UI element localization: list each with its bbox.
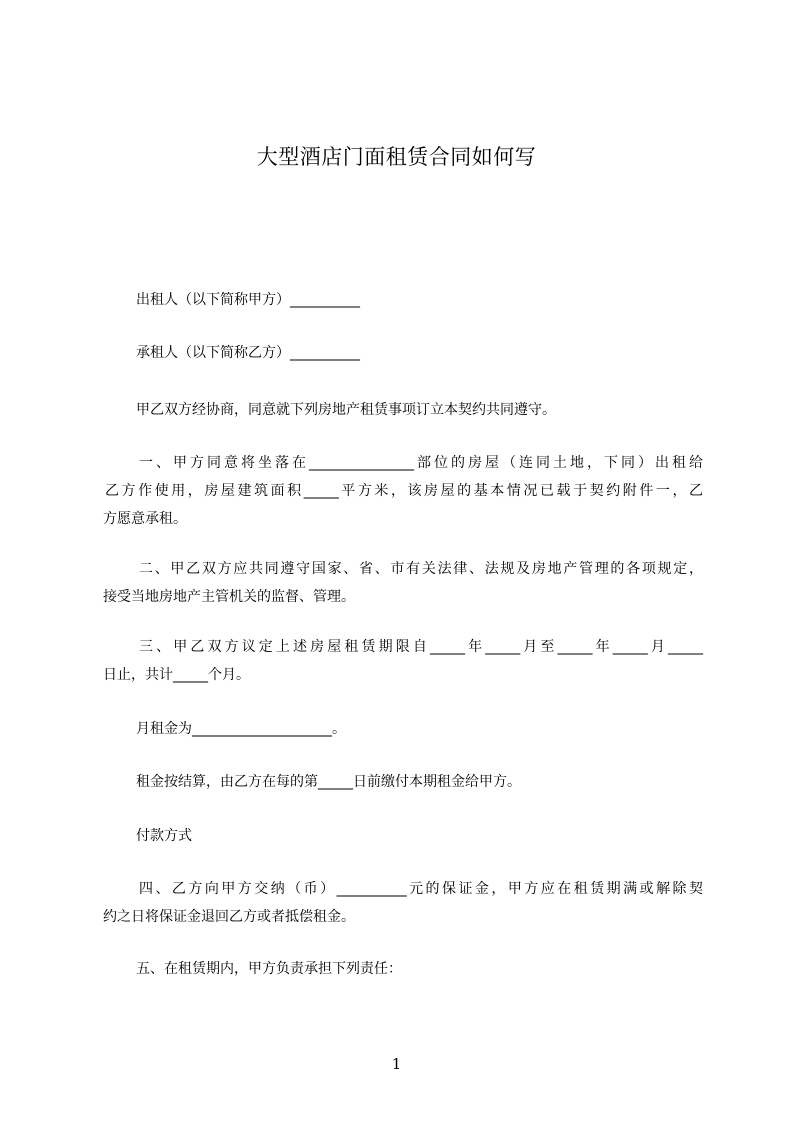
clause-3-line-1: 三、甲乙双方议定上述房屋租赁期限自_____年_____月至_____年_____月_____ bbox=[139, 639, 703, 655]
rent-payment: 租金按结算，由乙方在每的第_____日前缴付本期租金给甲方。 bbox=[136, 774, 521, 790]
clause-3-line-2: 日止，共计_____个月。 bbox=[103, 667, 250, 683]
monthly-rent: 月租金为____________________。 bbox=[136, 721, 346, 737]
document-title: 大型酒店门面租赁合同如何写 bbox=[256, 145, 537, 169]
clause-2 bbox=[103, 555, 703, 611]
payment-method: 付款方式 bbox=[136, 828, 192, 844]
clause-4-line-1: 四、乙方向甲方交纳（币）__________元的保证金，甲方应在租赁期满或解除契 bbox=[139, 881, 703, 897]
clause-5: 五、在租赁期内，甲方负责承担下列责任： bbox=[136, 961, 402, 977]
clause-1-line-3: 方愿意承租。 bbox=[103, 511, 187, 527]
lessee-line: 承租人（以下简称乙方）__________ bbox=[136, 345, 360, 361]
intro-paragraph: 甲乙双方经协商，同意就下列房地产租赁事项订立本契约共同遵守。 bbox=[136, 402, 556, 418]
page-number: 1 bbox=[391, 1055, 402, 1073]
clause-4-line-2: 约之日将保证金退回乙方或者抵偿租金。 bbox=[103, 909, 355, 925]
clause-1 bbox=[103, 449, 703, 533]
clause-1-line-1: 一、甲方同意将坐落在_______________部位的房屋（连同土地，下同）出租给 bbox=[139, 455, 703, 471]
clause-2-line-2: 接受当地房地产主管机关的监督、管理。 bbox=[103, 589, 355, 605]
clause-4 bbox=[103, 875, 703, 931]
clause-1-line-2: 乙方作使用，房屋建筑面积_____平方米，该房屋的基本情况已载于契约附件一，乙 bbox=[105, 483, 703, 499]
clause-2-line-1: 二、甲乙双方应共同遵守国家、省、市有关法律、法规及房地产管理的各项规定， bbox=[139, 561, 703, 577]
lessor-line: 出租人（以下简称甲方）__________ bbox=[136, 292, 360, 308]
clause-3 bbox=[103, 633, 703, 689]
